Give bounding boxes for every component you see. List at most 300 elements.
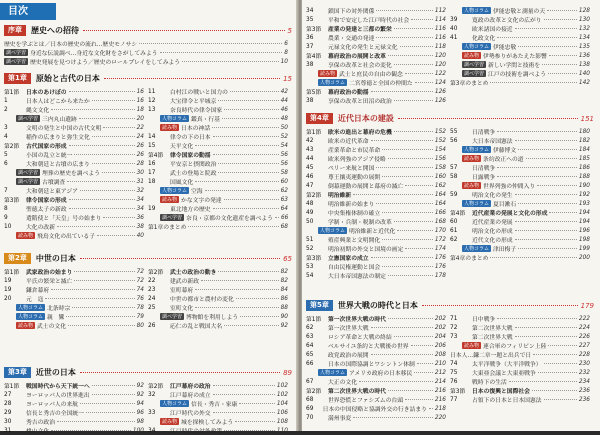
toc-entry-row[interactable] xyxy=(306,6,450,15)
toc-entry-row[interactable] xyxy=(306,217,450,226)
entry-number: 第2節 xyxy=(148,270,164,276)
toc-entry-row[interactable] xyxy=(4,39,292,48)
dot-leader xyxy=(497,318,577,319)
entry-title: 日本の国際協調とワシントン体制 xyxy=(328,362,415,368)
toc-entry-row[interactable] xyxy=(148,177,292,186)
dot-leader xyxy=(213,136,279,137)
toc-entry-row[interactable] xyxy=(306,350,450,359)
entry-title: 小国の乱立と統一 xyxy=(26,153,73,159)
toc-entry-row[interactable] xyxy=(450,15,594,24)
entry-page: 170 xyxy=(434,227,446,234)
entry-page: 96 xyxy=(136,409,144,416)
entry-badge: 人物コラム xyxy=(162,401,187,407)
continued-right-list xyxy=(450,6,594,105)
toc-entry-row[interactable] xyxy=(148,141,292,150)
chapter-title: 世界大戦の時代と日本 xyxy=(337,301,418,310)
toc-entry-row[interactable] xyxy=(306,377,450,386)
toc-entry-row[interactable] xyxy=(306,413,450,422)
entry-number: 27 xyxy=(4,391,12,398)
toc-entry-row[interactable] xyxy=(450,78,594,87)
dot-leader xyxy=(230,91,279,92)
toc-entry-row[interactable] xyxy=(148,312,292,321)
dot-leader xyxy=(547,10,577,11)
entry-number: 61 xyxy=(450,227,458,234)
entry-title: 室町幕府 xyxy=(170,288,194,294)
toc-entry-row[interactable] xyxy=(4,390,148,399)
entry-number: 28 xyxy=(4,400,12,407)
toc-entry-row[interactable] xyxy=(4,132,148,141)
entry-page: 63 xyxy=(280,196,288,203)
toc-entry-row[interactable] xyxy=(4,213,148,222)
toc-entry-row[interactable] xyxy=(4,204,148,213)
toc-entry-row[interactable] xyxy=(450,377,594,386)
entry-badge: 読み物 xyxy=(162,197,178,203)
entry-page: 184 xyxy=(578,146,590,153)
toc-entry-row[interactable] xyxy=(450,359,594,368)
entry-title: 大日本帝国憲法の制定 xyxy=(328,274,386,280)
entry-page: 68 xyxy=(280,223,288,230)
toc-entry-row[interactable] xyxy=(450,350,594,359)
dot-leader xyxy=(92,385,135,386)
chapter-2-right-list xyxy=(148,267,292,330)
toc-entry-row[interactable] xyxy=(450,235,594,244)
toc-entry-row[interactable] xyxy=(306,332,450,341)
toc-entry-row[interactable] xyxy=(306,145,450,154)
entry-page: 102 xyxy=(276,382,288,389)
toc-entry-row[interactable] xyxy=(450,136,594,145)
dot-leader xyxy=(371,354,433,355)
toc-entry-row[interactable] xyxy=(4,312,148,321)
entry-number: 39 xyxy=(450,16,458,23)
entry-title: 稲作の広まりと弥生文化 xyxy=(26,135,90,141)
toc-entry-row[interactable] xyxy=(4,114,148,123)
toc-entry-row[interactable] xyxy=(306,226,450,235)
toc-entry-row[interactable] xyxy=(4,177,148,186)
toc-entry-row[interactable] xyxy=(450,217,594,226)
toc-entry-row[interactable] xyxy=(148,426,292,435)
toc-entry-row[interactable] xyxy=(450,323,594,332)
toc-section-row[interactable] xyxy=(306,127,450,136)
entry-number: 38 xyxy=(306,61,314,68)
dot-leader xyxy=(538,372,577,373)
entry-number: 45 xyxy=(306,164,314,171)
entry-number: 51 xyxy=(306,236,314,243)
entry-title: 第二次世界大戦 xyxy=(472,335,513,341)
entry-number: 18 xyxy=(148,178,156,185)
dot-leader xyxy=(526,158,577,159)
toc-entry-row[interactable] xyxy=(148,114,292,123)
entry-page: 216 xyxy=(434,387,446,394)
entry-page: 52 xyxy=(280,133,288,140)
entry-title: 占領下の日本と日本国憲法 xyxy=(472,398,542,404)
entry-title: 古代国家の形成 xyxy=(26,144,67,150)
chapter-title: 歴史への招待 xyxy=(31,26,79,35)
entry-page: 28 xyxy=(136,160,144,167)
entry-number: 75 xyxy=(450,369,458,376)
entry-badge: 人物コラム xyxy=(18,314,43,320)
entry-title: 自由民権運動と国会 xyxy=(328,265,381,271)
toc-entry-row[interactable] xyxy=(148,195,292,204)
toc-entry-row[interactable] xyxy=(450,190,594,199)
entry-title: 第4章のまとめ xyxy=(450,256,489,262)
entry-page: 34 xyxy=(136,196,144,203)
entry-title: 大日本帝国憲法 xyxy=(472,139,513,145)
toc-entry-row[interactable] xyxy=(306,69,450,78)
entry-title: 大和朝廷と東アジア xyxy=(26,189,78,195)
toc-entry-row[interactable] xyxy=(306,172,450,181)
toc-entry-row[interactable] xyxy=(450,6,594,15)
toc-section-row[interactable] xyxy=(306,51,450,60)
toc-entry-row[interactable] xyxy=(306,60,450,69)
dot-leader xyxy=(382,266,433,267)
entry-title: 日清戦争 xyxy=(472,130,496,136)
dot-leader xyxy=(371,327,433,328)
toc-entry-row[interactable] xyxy=(450,341,594,350)
entry-number: 1 xyxy=(4,97,8,104)
entry-title: 文明の発生と中国の古代文明 xyxy=(26,126,102,132)
toc-entry-row[interactable] xyxy=(306,96,450,105)
dot-leader xyxy=(405,399,433,400)
entry-number: 第3節 xyxy=(306,27,322,33)
toc-entry-row[interactable] xyxy=(148,276,292,285)
toc-entry-row[interactable] xyxy=(148,399,292,408)
dot-leader xyxy=(544,19,577,20)
dot-leader xyxy=(57,421,135,422)
toc-entry-row[interactable] xyxy=(4,150,148,159)
toc-entry-row[interactable] xyxy=(148,390,292,399)
toc-entry-row[interactable] xyxy=(4,186,148,195)
toc-entry-row[interactable] xyxy=(306,368,450,377)
dot-leader xyxy=(382,149,433,150)
toc-entry-row[interactable] xyxy=(450,33,594,42)
toc-entry-row[interactable] xyxy=(4,276,148,285)
entry-title: 律令国家の動揺 xyxy=(170,153,211,159)
toc-entry-row[interactable] xyxy=(4,57,292,66)
entry-page: 38 xyxy=(136,223,144,230)
toc-entry-row[interactable] xyxy=(4,96,148,105)
toc-entry-row[interactable] xyxy=(148,87,292,96)
entry-page: 30 xyxy=(136,169,144,176)
section-chapter-3-continued xyxy=(306,4,594,105)
toc-entry-row[interactable] xyxy=(306,199,450,208)
entry-title: 江戸幕府の政治 xyxy=(170,384,211,390)
toc-entry-row[interactable] xyxy=(450,332,594,341)
entry-number: 34 xyxy=(148,427,156,434)
toc-entry-row[interactable] xyxy=(148,417,292,426)
toc-entry-row[interactable] xyxy=(306,208,450,217)
toc-entry-row[interactable] xyxy=(4,426,148,435)
toc-entry-row[interactable] xyxy=(450,60,594,69)
entry-badge: 人物コラム xyxy=(18,305,43,311)
toc-entry-row[interactable] xyxy=(4,294,148,303)
entry-number: 66 xyxy=(306,360,314,367)
toc-entry-row[interactable] xyxy=(450,199,594,208)
toc-entry-row[interactable] xyxy=(306,136,450,145)
dot-leader xyxy=(515,28,577,29)
entry-number: 13 xyxy=(148,106,156,113)
toc-entry-row[interactable] xyxy=(148,168,292,177)
toc-entry-row[interactable] xyxy=(148,105,292,114)
entry-number: 57 xyxy=(450,164,458,171)
toc-section-row[interactable] xyxy=(450,386,594,395)
toc-section-row[interactable] xyxy=(4,87,148,96)
entry-number: 3 xyxy=(4,124,8,131)
toc-entry-row[interactable] xyxy=(148,159,292,168)
entry-number: 第1節 xyxy=(4,270,20,276)
toc-entry-row[interactable] xyxy=(4,222,148,231)
chapter-5-left-list xyxy=(306,314,450,422)
toc-entry-row[interactable] xyxy=(450,42,594,51)
entry-page: 216 xyxy=(434,396,446,403)
toc-section-row[interactable] xyxy=(4,381,148,390)
entry-page: 135 xyxy=(578,43,590,50)
entry-page: 206 xyxy=(434,342,446,349)
toc-section-row[interactable] xyxy=(306,87,450,96)
dot-leader xyxy=(394,336,433,337)
entry-page: 130 xyxy=(578,16,590,23)
entry-page: 134 xyxy=(578,34,590,41)
chapter-page: 15 xyxy=(283,74,292,83)
entry-page: 62 xyxy=(280,187,288,194)
toc-section-row[interactable] xyxy=(148,267,292,276)
toc-entry-row[interactable] xyxy=(450,244,594,253)
entry-title: 第二次世界大戦 xyxy=(472,326,513,332)
entry-page: 116 xyxy=(434,25,446,32)
entry-badge: 読み物 xyxy=(162,419,178,425)
entry-page: 142 xyxy=(578,79,590,86)
entry-page: 198 xyxy=(578,236,590,243)
entry-number: 34 xyxy=(306,7,314,14)
dot-leader xyxy=(224,199,279,200)
entry-badge: 調べ学習 xyxy=(162,314,183,320)
toc-entry-row[interactable] xyxy=(306,262,450,271)
entry-page: 16 xyxy=(136,88,144,95)
toc-section-row[interactable] xyxy=(148,381,292,390)
dot-leader xyxy=(201,280,279,281)
entry-title: 欧米列強のアジア侵略 xyxy=(328,157,386,163)
dot-leader xyxy=(549,55,577,56)
toc-entry-row[interactable] xyxy=(450,24,594,33)
toc-entry-row[interactable] xyxy=(450,172,594,181)
dot-leader xyxy=(394,131,433,132)
dot-leader xyxy=(515,336,577,337)
entry-title: 尊王攘夷運動の展開 xyxy=(328,175,381,181)
entry-title: 寛政の改革と文化の広がり xyxy=(472,18,542,24)
toc-section-row[interactable] xyxy=(450,208,594,217)
entry-badge: 調べ学習 xyxy=(6,59,27,65)
entry-number: 第2節 xyxy=(148,384,164,390)
entry-page: 199 xyxy=(578,245,590,252)
entry-title: 近代産業の発展と文化の形成 xyxy=(472,211,548,217)
toc-entry-row[interactable] xyxy=(450,395,594,404)
toc-entry-row[interactable] xyxy=(306,359,450,368)
dot-leader xyxy=(376,167,433,168)
toc-entry-row[interactable] xyxy=(306,395,450,404)
entry-title: ヨーロッパ人の来航 xyxy=(26,402,79,408)
toc-entry-row[interactable] xyxy=(450,253,594,262)
toc-entry-row[interactable] xyxy=(450,154,594,163)
entry-page: 108 xyxy=(276,418,288,425)
dot-leader xyxy=(195,181,278,182)
toc-entry-row[interactable] xyxy=(450,69,594,78)
toc-entry-row[interactable] xyxy=(4,105,148,114)
toc-entry-row[interactable] xyxy=(306,78,450,87)
toc-entry-row[interactable] xyxy=(306,181,450,190)
toc-entry-row[interactable] xyxy=(306,323,450,332)
toc-section-row[interactable] xyxy=(306,190,450,199)
toc-entry-row[interactable] xyxy=(4,159,148,168)
toc-entry-row[interactable] xyxy=(4,231,148,240)
entry-title: 日本の復興と国際社会 xyxy=(472,389,530,395)
toc-entry-row[interactable] xyxy=(4,123,148,132)
entry-page: 126 xyxy=(434,88,446,95)
toc-section-row[interactable] xyxy=(306,24,450,33)
toc-entry-row[interactable] xyxy=(148,123,292,132)
toc-entry-row[interactable] xyxy=(306,271,450,280)
entry-title: 夏目漱石 xyxy=(492,202,517,208)
dot-leader xyxy=(205,190,279,191)
entry-title: 第一次世界大戦の時代 xyxy=(328,317,386,323)
toc-entry-row[interactable] xyxy=(450,127,594,136)
entry-number: 62 xyxy=(450,236,458,243)
entry-page: 84 xyxy=(280,286,288,293)
toc-entry-row[interactable] xyxy=(450,368,594,377)
entry-title: かな文字の発達 xyxy=(181,198,222,204)
toc-entry-row[interactable] xyxy=(450,226,594,235)
dot-leader xyxy=(74,271,134,272)
continued-left-list xyxy=(306,6,450,105)
toc-entry-row[interactable] xyxy=(4,168,148,177)
entry-page: 122 xyxy=(434,70,446,77)
toc-entry-row[interactable] xyxy=(148,186,292,195)
entry-number: 12 xyxy=(148,97,156,104)
dot-leader xyxy=(92,163,135,164)
entry-title: 中世の都市と農村の変化 xyxy=(170,297,234,303)
toc-entry-row[interactable] xyxy=(306,404,450,413)
entry-page: 232 xyxy=(578,369,590,376)
toc-entry-row[interactable] xyxy=(306,33,450,42)
toc-section-row[interactable] xyxy=(4,141,148,150)
toc-entry-row[interactable] xyxy=(148,96,292,105)
entry-page: 8 xyxy=(284,49,288,56)
toc-entry-row[interactable] xyxy=(148,285,292,294)
toc-entry-row[interactable] xyxy=(4,408,148,417)
entry-title: 北条時宗 xyxy=(46,306,71,312)
entry-page: 79 xyxy=(136,313,144,320)
entry-title: 信長と秀吉の全国統一 xyxy=(26,411,84,417)
toc-entry-row[interactable] xyxy=(450,314,594,323)
toc-entry-row[interactable] xyxy=(306,15,450,24)
entry-title: 日本の神話 xyxy=(181,126,211,132)
entry-page: 218 xyxy=(434,405,446,412)
dot-leader xyxy=(74,280,134,281)
toc-entry-row[interactable] xyxy=(148,294,292,303)
entry-page: 26 xyxy=(136,151,144,158)
entry-number: 43 xyxy=(306,146,314,153)
toc-entry-row[interactable] xyxy=(4,417,148,426)
entry-number: 第2節 xyxy=(306,193,322,199)
entry-title: 平安京と摂関政治 xyxy=(170,162,217,168)
toc-entry-row[interactable] xyxy=(148,408,292,417)
toc-entry-row[interactable] xyxy=(306,163,450,172)
toc-section-row[interactable] xyxy=(306,253,450,262)
entry-title: 近代文化の形成 xyxy=(472,238,513,244)
entry-title: 縄文文化 xyxy=(26,108,50,114)
toc-entry-row[interactable] xyxy=(306,235,450,244)
entry-badge: 人物コラム xyxy=(464,246,489,252)
toc-entry-row[interactable] xyxy=(148,132,292,141)
dot-leader xyxy=(359,381,433,382)
toc-section-row[interactable] xyxy=(4,267,148,276)
chapter-title: 近代日本の建設 xyxy=(337,114,394,123)
dot-leader xyxy=(537,185,577,186)
entry-title: 明治文化の形成 xyxy=(472,229,513,235)
entry-title: 律令国家の形成 xyxy=(26,198,67,204)
prelude-list xyxy=(4,39,292,66)
toc-section-row[interactable] xyxy=(306,386,450,395)
dot-leader xyxy=(515,140,577,141)
toc-entry-row[interactable] xyxy=(148,213,292,222)
toc-entry-row[interactable] xyxy=(4,48,292,57)
toc-entry-row[interactable] xyxy=(450,181,594,190)
dot-leader xyxy=(382,239,433,240)
section-chapter-5 xyxy=(306,299,594,422)
chapter-page: 89 xyxy=(283,368,292,377)
entry-title: 伊勢参りがあたえた影響 xyxy=(483,54,547,60)
dot-leader xyxy=(518,248,577,249)
toc-entry-row[interactable] xyxy=(306,341,450,350)
entry-number: 25 xyxy=(148,304,156,311)
entry-page: 16 xyxy=(136,97,144,104)
dot-leader xyxy=(240,316,278,317)
entry-page: 152 xyxy=(434,128,446,135)
toc-entry-row[interactable] xyxy=(306,42,450,51)
toc-entry-row[interactable] xyxy=(4,285,148,294)
entry-title: 武士の文化 xyxy=(37,324,67,330)
entry-page: 32 xyxy=(136,187,144,194)
entry-title: ヨーロッパ人の世界進出 xyxy=(26,393,90,399)
dot-leader xyxy=(69,208,135,209)
toc-entry-row[interactable] xyxy=(148,303,292,312)
dot-leader xyxy=(518,46,577,47)
entry-page: 176 xyxy=(434,263,446,270)
toc-entry-row[interactable] xyxy=(148,222,292,231)
dot-leader xyxy=(394,100,433,101)
entry-title: 歴史を学ぶとは／日本の歴史の流れ…歴史モノサシ xyxy=(4,42,138,48)
toc-entry-row[interactable] xyxy=(4,399,148,408)
toc-entry-row[interactable] xyxy=(4,321,148,330)
toc-entry-row[interactable] xyxy=(450,145,594,154)
toc-section-row[interactable] xyxy=(306,314,450,323)
toc-entry-row[interactable] xyxy=(450,51,594,60)
entry-title: 伊能忠敬 xyxy=(492,45,517,51)
toc-entry-row[interactable] xyxy=(306,154,450,163)
entry-page: 22 xyxy=(136,124,144,131)
toc-section-row[interactable] xyxy=(148,150,292,159)
entry-page: 222 xyxy=(578,315,590,322)
toc-entry-row[interactable] xyxy=(4,303,148,312)
toc-entry-row[interactable] xyxy=(450,163,594,172)
entry-page: 104 xyxy=(276,400,288,407)
dot-leader xyxy=(544,399,577,400)
entry-page: 194 xyxy=(578,209,590,216)
toc-entry-row[interactable] xyxy=(148,204,292,213)
toc-entry-row[interactable] xyxy=(148,321,292,330)
entry-title: 信長・秀吉・家康 xyxy=(190,402,238,408)
toc-section-row[interactable] xyxy=(4,195,148,204)
toc-entry-row[interactable] xyxy=(306,244,450,253)
entry-number: 33 xyxy=(148,409,156,416)
